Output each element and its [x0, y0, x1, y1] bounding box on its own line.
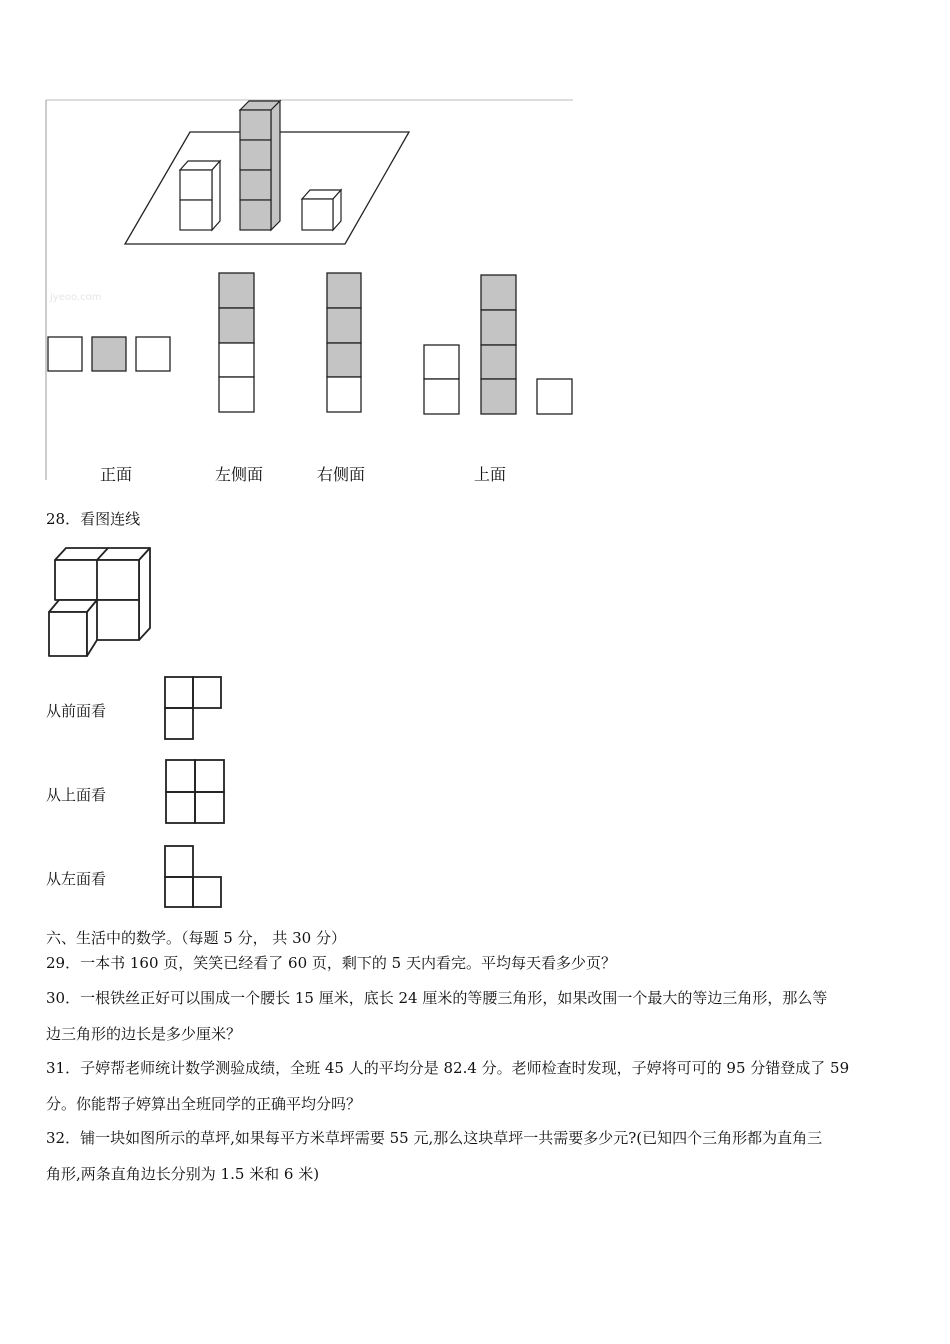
q28-solid-figure	[44, 540, 164, 660]
q31-line1: 31．子婷帮老师统计数学测验成绩，全班 45 人的平均分是 82.4 分。老师检查时发现，子婷将可可的 95 分错登成了 59	[46, 1059, 850, 1077]
figure-views	[0, 0, 600, 500]
label-top-view: 上面	[474, 465, 507, 484]
watermark: jyeoo.com	[50, 292, 102, 303]
q28-left-view-shape	[164, 845, 224, 910]
view-right-side	[327, 273, 361, 412]
label-right-side-view: 右侧面	[317, 465, 366, 484]
q32-line1: 32．铺一块如图所示的草坪,如果每平方米草坪需要 55 元,那么这块草坪一共需要多少元?(已知四个三角形都为直角三	[46, 1129, 823, 1147]
q28-row-left-label: 从左面看	[46, 870, 107, 888]
view-front	[48, 337, 170, 371]
label-front-view: 正面	[100, 465, 133, 484]
view-left-side	[219, 273, 254, 412]
q30-line2: 边三角形的边长是多少厘米？	[46, 1025, 242, 1043]
q28-row-front-label: 从前面看	[46, 702, 107, 720]
stack-left	[180, 161, 220, 230]
q31-line2: 分。你能帮子婷算出全班同学的正确平均分吗？	[46, 1095, 362, 1113]
q28-title: 28．看图连线	[46, 510, 141, 528]
stack-middle	[240, 101, 280, 230]
q30-line1: 30．一根铁丝正好可以围成一个腰长 15 厘米，底长 24 厘米的等腰三角形，如果改围一个最大的等边三角形，那么等	[46, 989, 828, 1007]
q28-top-view-shape	[165, 759, 227, 825]
q28-front-view-shape	[164, 676, 224, 741]
stack-right	[302, 190, 341, 230]
q28-row-top-label: 从上面看	[46, 786, 107, 804]
cube-stacks-figure	[0, 0, 600, 500]
label-left-side-view: 左侧面	[215, 465, 264, 484]
view-top	[424, 275, 572, 414]
q29: 29．一本书 160 页，笑笑已经看了 60 页，剩下的 5 天内看完。平均每天看多少页？	[46, 954, 616, 972]
section6-header: 六、生活中的数学。（每题 5 分， 共 30 分）	[46, 929, 346, 947]
q32-line2: 角形,两条直角边长分别为 1.5 米和 6 米)	[46, 1165, 320, 1183]
